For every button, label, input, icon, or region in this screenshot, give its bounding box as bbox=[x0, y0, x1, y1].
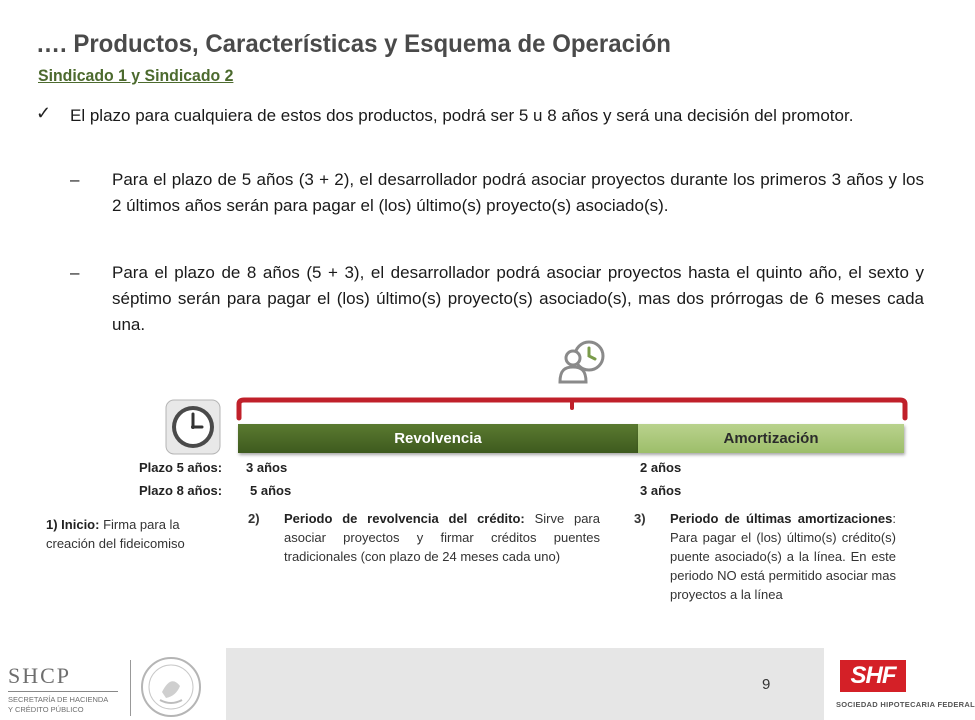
mexico-seal-icon bbox=[140, 656, 202, 718]
shcp-line2: Y CRÉDITO PÚBLICO bbox=[8, 705, 84, 714]
step-inicio bbox=[46, 515, 216, 553]
logo-divider bbox=[130, 660, 131, 716]
page-title: …. Productos, Características y Esquema de Operación bbox=[36, 30, 671, 58]
shf-caption: SOCIEDAD HIPOTECARIA FEDERAL bbox=[836, 700, 975, 709]
plazo5-label: Plazo 5 años: bbox=[139, 460, 223, 475]
checkmark-icon: ✓ bbox=[36, 103, 52, 123]
plazo8-label: Plazo 8 años: bbox=[139, 483, 223, 498]
step-inicio-text: Firma para la creación del fideicomiso bbox=[46, 517, 185, 551]
revolvencia-bar: Revolvencia bbox=[238, 424, 638, 453]
step-amortizaciones bbox=[634, 509, 896, 604]
sub-bullet-text: Para el plazo de 8 años (5 + 3), el desarrollador podrá asociar proyectos hasta el quinto año, el sexto y séptimo serán para pagar el (los) último(s) proyecto(s) asociado(s), mas dos prórrogas de 6 meses cada una. bbox=[112, 263, 924, 334]
timeline-bracket bbox=[236, 396, 908, 422]
step-number: 3) bbox=[634, 511, 646, 526]
shcp-line1: SECRETARÍA DE HACIENDA bbox=[8, 695, 109, 704]
dash-icon: – bbox=[70, 170, 80, 189]
step-amortizaciones-text: : Para pagar el (los) último(s) crédito(s) puente asociado(s) a la línea. En este periodo NO está permitido asociar mas proyectos a la línea bbox=[670, 511, 896, 602]
plazo8-revolvencia: 5 años bbox=[250, 483, 292, 498]
clock-icon bbox=[164, 398, 222, 456]
page-number: 9 bbox=[762, 676, 771, 693]
amortizacion-bar: Amortización bbox=[638, 424, 904, 453]
sub-bullet-8-years bbox=[70, 260, 924, 338]
main-bullet bbox=[36, 103, 924, 129]
sub-bullet-5-years bbox=[70, 167, 924, 219]
sub-bullet-text: Para el plazo de 5 años (3 + 2), el desarrollador podrá asociar proyectos durante los primeros 3 años y los 2 últimos años serán para pagar el (los) último(s) proyecto(s) asociado(s). bbox=[112, 170, 924, 215]
footer-band bbox=[226, 648, 824, 720]
step-revolvencia bbox=[248, 509, 600, 566]
step-number: 2) bbox=[248, 511, 260, 526]
step-revolvencia-title: Periodo de revolvencia del crédito: bbox=[284, 511, 525, 526]
shcp-logo bbox=[8, 664, 118, 715]
dash-icon: – bbox=[70, 263, 80, 282]
person-clock-icon bbox=[556, 340, 606, 386]
step-revolvencia-text: Sirve para asociar proyectos y firmar créditos puentes tradicionales (con plazo de 24 meses cada uno) bbox=[284, 511, 600, 564]
plazo5-amortizacion: 2 años bbox=[640, 460, 682, 475]
shcp-logo-text: SHCP bbox=[8, 663, 72, 688]
shf-logo-text: SHF bbox=[850, 662, 896, 689]
step-amortizaciones-title: Periodo de últimas amortizaciones bbox=[670, 511, 893, 526]
shf-logo bbox=[836, 660, 975, 709]
plazo8-amortizacion: 3 años bbox=[640, 483, 682, 498]
step-inicio-title: 1) Inicio: bbox=[46, 517, 100, 532]
page-subtitle: Sindicado 1 y Sindicado 2 bbox=[38, 67, 234, 85]
main-bullet-text: El plazo para cualquiera de estos dos productos, podrá ser 5 u 8 años y será una decisión del promotor. bbox=[70, 106, 854, 125]
plazo5-revolvencia: 3 años bbox=[246, 460, 288, 475]
